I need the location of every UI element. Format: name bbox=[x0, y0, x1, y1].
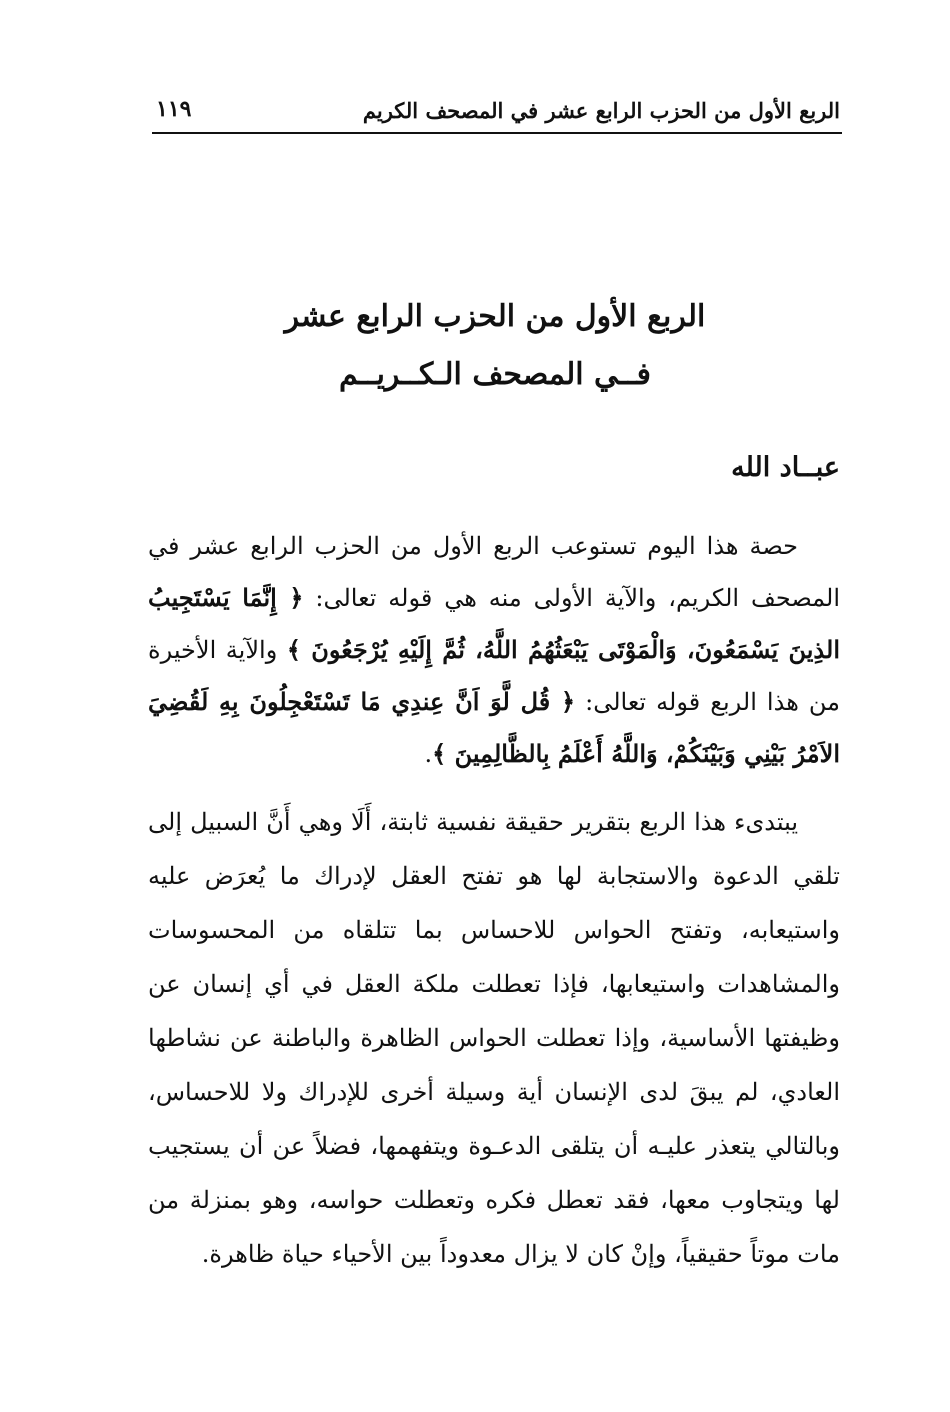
paragraph-1 bbox=[148, 520, 840, 780]
paragraph-2 bbox=[148, 795, 840, 1281]
page-number: ١١٩ bbox=[156, 96, 192, 122]
paragraph-1-middle: والآية الأخيرة من هذا الربع قوله تعالى: bbox=[148, 636, 841, 716]
chapter-title-line-2: فــي المصحف الـكــريــم bbox=[339, 357, 651, 392]
paragraph-1-intro: حصة هذا اليوم تستوعب الربع الأول من الحزب الرابع عشر في المصحف الكريم، والآية الأولى منه هي قوله تعالى: bbox=[148, 532, 840, 612]
section-heading: عبــاد الله bbox=[731, 452, 840, 483]
running-title: الربع الأول من الحزب الرابع عشر في المصحف الكريم bbox=[362, 98, 840, 123]
quran-verse-last: ﴿ قُل لَّوَ اَنَّ عِندِي مَا تَسْتَعْجِلُونَ بِهِ لَقُضِيَ الاَمْرُ بَيْنِي وَبَيْنَكُمْ، وَاللَّهُ أَعْلَمُ بِالظَّالِمِينَ ﴾ bbox=[148, 687, 840, 768]
chapter-title-line-1: الربع الأول من الحزب الرابع عشر bbox=[284, 299, 706, 334]
quran-verse-first: ﴿ إِنَّمَا يَسْتَجِيبُ الذِينَ يَسْمَعُونَ، وَالْمَوْتَى يَبْعَثُهُمُ اللَّهُ، ثُمَّ إِلَيْهِ يُرْجَعُونَ ﴾ bbox=[148, 583, 840, 664]
paragraph-1-end: . bbox=[424, 740, 433, 768]
running-header bbox=[152, 92, 842, 134]
paragraph-2-text: يبتدىء هذا الربع بتقرير حقيقة نفسية ثابتة، أَلَا وهي أَنَّ السبيل إلى تلقي الدعوة والاستجابة لها هو تفتح العقل لإدراك ما يُعرَض عليه واستيعابه، وتفتح الحواس للاحساس بما تتلقاه من المحسوسات والمشاهدات واستيعابها، فإذا تعطلت ملكة العقل في أي إنسان عن وظيفتها الأساسية، وإذا تعطلت الحواس الظاهرة والباطنة عن نشاطها العادي، لم يبقَ لدى الإنسان أية وسيلة أخرى للإدراك ولا للاحساس، وبالتالي يتعذر عليـه أن يتلقى الدعـوة ويتفهمها، فضلاً عن أن يستجيب لها ويتجاوب معها، فقد تعطل فكره وتعطلت حواسه، وهو بمنزلة من مات موتاً حقيقياً، وإنْ كان لا يزال معدوداً بين الأحياء حياة ظاهرة. bbox=[148, 808, 840, 1268]
chapter-title bbox=[150, 288, 840, 404]
paragraph-1-text bbox=[148, 520, 840, 780]
